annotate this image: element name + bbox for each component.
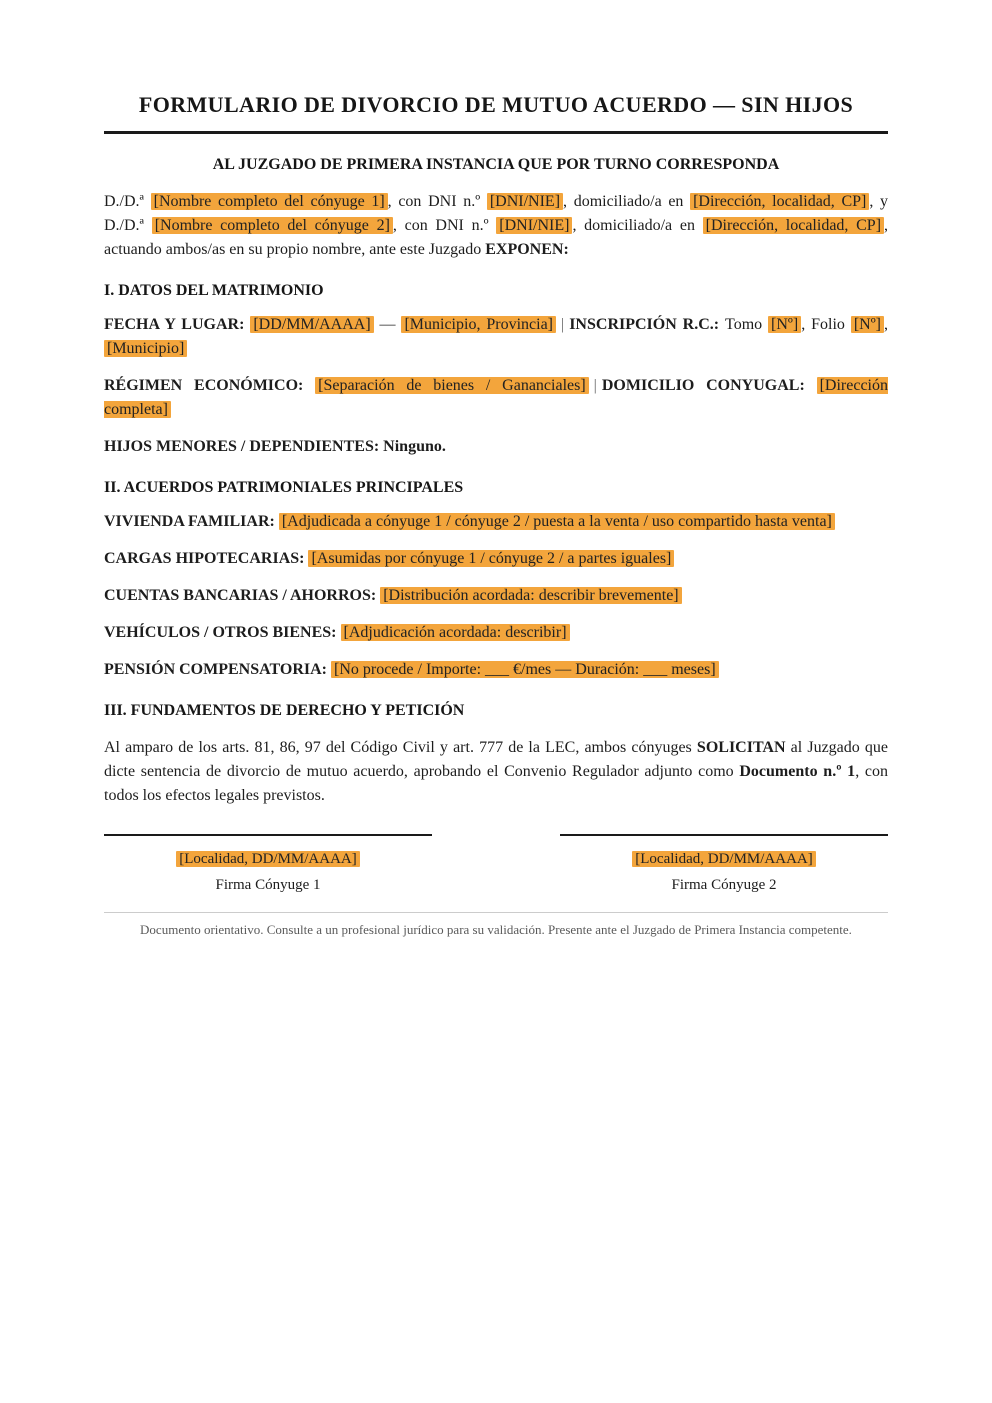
placeholder-regimen: [Separación de bienes / Gananciales]	[315, 377, 589, 394]
placeholder-municipio-provincia: [Municipio, Provincia]	[401, 316, 556, 333]
documento-keyword: Documento n.º 1	[739, 763, 856, 780]
placeholder-vehiculos: [Adjudicación acordada: describir]	[341, 624, 570, 641]
signature-block-spouse1	[104, 834, 432, 894]
placeholder-spouse2-address: [Dirección, localidad, CP]	[703, 217, 884, 234]
petition-paragraph	[104, 736, 888, 808]
field-line-vivienda	[104, 510, 888, 534]
placeholder-domicilio: [Dirección completa]	[104, 377, 888, 418]
section-heading-fundamentos: III. FUNDAMENTOS DE DERECHO Y PETICIÓN	[104, 702, 465, 719]
placeholder-spouse1-name: [Nombre completo del cónyuge 1]	[151, 193, 388, 210]
intro-text: , con DNI n.º	[392, 217, 497, 234]
dash-separator: —	[373, 316, 402, 333]
intro-paragraph	[104, 190, 888, 262]
field-line-vehiculos	[104, 621, 888, 645]
field-line-cargas	[104, 547, 888, 571]
signature-label-spouse1: Firma Cónyuge 1	[215, 877, 321, 893]
placeholder-spouse1-address: [Dirección, localidad, CP]	[690, 193, 869, 210]
field-label-hijos: HIJOS MENORES / DEPENDIENTES:	[104, 438, 384, 455]
field-line-cuentas	[104, 584, 888, 608]
field-label-vehiculos: VEHÍCULOS / OTROS BIENES:	[104, 624, 341, 641]
field-label-cargas: CARGAS HIPOTECARIAS:	[104, 550, 309, 567]
field-label-regimen: RÉGIMEN ECONÓMICO:	[104, 377, 316, 394]
exponen-keyword: EXPONEN:	[485, 241, 569, 258]
placeholder-cuentas: [Distribución acordada: describir brevemente]	[380, 587, 681, 604]
folio-text: , Folio	[801, 316, 851, 333]
placeholder-pension: [No procede / Importe: ___ €/mes — Duración: ___ meses]	[331, 661, 719, 678]
petition-text: , con todos los efectos legales previstos.	[104, 763, 888, 804]
placeholder-spouse1-dni: [DNI/NIE]	[487, 193, 563, 210]
field-label-vivienda: VIVIENDA FAMILIAR:	[104, 513, 279, 530]
signature-date	[560, 848, 888, 870]
pipe-separator: |	[593, 377, 597, 394]
placeholder-spouse2-name: [Nombre completo del cónyuge 2]	[152, 217, 393, 234]
solicitan-keyword: SOLICITAN	[696, 739, 786, 756]
signature-label-spouse2: Firma Cónyuge 2	[671, 877, 777, 893]
petition-text: al Juzgado que dicte sentencia de divorcio de mutuo acuerdo, aprobando el Convenio Regulador adjunto como	[104, 739, 889, 780]
section-heading-acuerdos: II. ACUERDOS PATRIMONIALES PRINCIPALES	[104, 479, 464, 496]
placeholder-vivienda: [Adjudicada a cónyuge 1 / cónyuge 2 / puesta a la venta / uso compartido hasta venta]	[279, 513, 835, 530]
field-line-hijos	[104, 435, 888, 459]
footer-disclaimer: Documento orientativo. Consulte a un profesional jurídico para su validación. Presente ante el Juzgado de Primera Instancia competente.	[140, 922, 852, 937]
field-line-fecha-lugar	[104, 313, 888, 361]
signature-line	[104, 834, 432, 836]
intro-text: , actuando ambos/as en su propio nombre, ante este Juzgado	[104, 217, 889, 258]
title-divider	[104, 131, 888, 134]
placeholder-folio: [Nº]	[851, 316, 884, 333]
placeholder-localidad-fecha-2: [Localidad, DD/MM/AAAA]	[632, 851, 815, 867]
field-line-regimen	[104, 374, 888, 422]
tomo-text: Tomo	[725, 316, 769, 333]
court-heading: AL JUZGADO DE PRIMERA INSTANCIA QUE POR TURNO CORRESPONDA	[212, 156, 780, 173]
field-line-pension	[104, 658, 888, 682]
signature-date	[104, 848, 432, 870]
placeholder-fecha: [DD/MM/AAAA]	[250, 316, 373, 333]
placeholder-cargas: [Asumidas por cónyuge 1 / cónyuge 2 / a partes iguales]	[308, 550, 674, 567]
placeholder-spouse2-dni: [DNI/NIE]	[496, 217, 572, 234]
field-label-fecha-lugar: FECHA Y LUGAR:	[104, 316, 251, 333]
placeholder-municipio: [Municipio]	[104, 340, 187, 357]
field-label-domicilio: DOMICILIO CONYUGAL:	[601, 377, 817, 394]
intro-text: , y D./D.ª	[104, 193, 889, 234]
comma-text: ,	[884, 316, 888, 333]
petition-text: Al amparo de los arts. 81, 86, 97 del Código Civil y art. 777 de la LEC, ambos cónyuges	[104, 739, 697, 756]
signature-block-spouse2	[560, 834, 888, 894]
hijos-value: Ninguno.	[383, 438, 446, 455]
footer-divider	[104, 912, 888, 913]
signature-section	[104, 834, 888, 894]
signature-line	[560, 834, 888, 836]
intro-text: , domiciliado/a en	[572, 217, 703, 234]
intro-text: , con DNI n.º	[387, 193, 487, 210]
pipe-separator: |	[561, 316, 565, 333]
section-heading-datos-matrimonio: I. DATOS DEL MATRIMONIO	[104, 282, 324, 299]
field-label-cuentas: CUENTAS BANCARIAS / AHORROS:	[104, 587, 381, 604]
page-title: FORMULARIO DE DIVORCIO DE MUTUO ACUERDO — SIN HIJOS	[138, 92, 854, 117]
placeholder-localidad-fecha-1: [Localidad, DD/MM/AAAA]	[176, 851, 359, 867]
field-label-inscripcion: INSCRIPCIÓN R.C.:	[569, 316, 726, 333]
intro-text: , domiciliado/a en	[563, 193, 691, 210]
placeholder-tomo: [Nº]	[768, 316, 801, 333]
intro-text: D./D.ª	[104, 193, 151, 210]
field-label-pension: PENSIÓN COMPENSATORIA:	[104, 661, 331, 678]
